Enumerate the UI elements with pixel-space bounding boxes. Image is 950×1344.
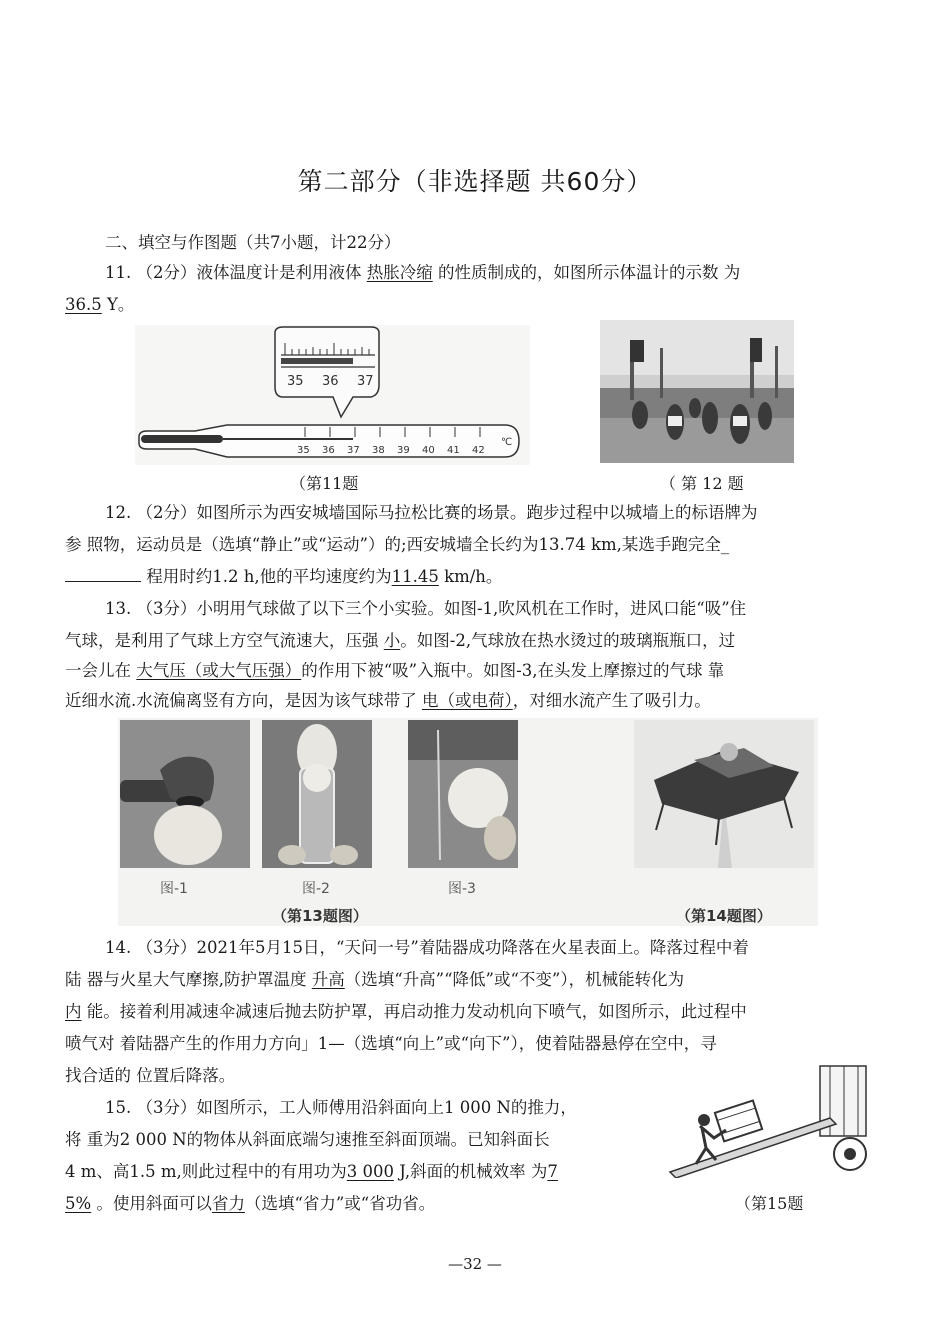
q13-text-f: ，对细水流产生了吸引力。: [512, 691, 711, 710]
fig2-bottle-photo: [262, 720, 372, 868]
q15-line2: 将 重为2 000 N的物体从斜面底端匀速推至斜面顶端。已知斜面长: [65, 1130, 550, 1149]
q14-text-c: 能。接着利用减速伞减速后抛去防护罩，再启动推力发动机向下喷气，如图所示，此过程中: [81, 1002, 747, 1021]
q13-text-a: 气球，是利用了气球上方空气流速大，压强: [65, 631, 384, 650]
section-heading: 二、填空与作图题（共7小题，计22分）: [105, 233, 401, 252]
scale-label-37: 37: [347, 445, 360, 456]
q15-line3: [65, 1161, 558, 1183]
scale-label-42: 42: [472, 445, 485, 456]
q11-text-c: Y。: [101, 295, 135, 314]
q14-line1: 14. （3分）2021年5月15日，“天问一号”着陆器成功降落在火星表面上。降落过程中着: [105, 938, 749, 957]
fig2-label: 图-2: [302, 881, 330, 897]
q11-line1: [105, 262, 740, 284]
lander-photo: [634, 720, 814, 868]
q15-answer3: 省力: [211, 1194, 245, 1213]
q14-line5: 找合适的 位置后降落。: [65, 1066, 236, 1085]
incline-figure: [660, 1062, 868, 1178]
q13-text-d: 的作用下被“吸”入瓶中。如图-3,在头发上摩擦过的气球 靠: [301, 661, 725, 680]
zoom-label-37: 37: [357, 374, 374, 389]
q12-line3: [65, 566, 502, 588]
fig3-label: 图-3: [448, 881, 476, 897]
scale-label-38: 38: [372, 445, 385, 456]
scale-unit: ℃: [501, 437, 513, 448]
fig1-hairdryer-photo: [120, 720, 250, 868]
q13-line2: [65, 630, 735, 652]
q11-caption: （第11题: [290, 474, 359, 493]
q14-text-b: （选填“升高”“降低”或“不变”），机械能转化为: [344, 970, 685, 989]
q13-answer2: 大气压（或大气压强）: [136, 661, 302, 680]
q14-answer2: 内: [65, 1002, 82, 1021]
q12-line1: 12. （2分）如图所示为西安城墙国际马拉松比赛的场景。跑步过程中以城墙上的标语牌为: [105, 503, 758, 522]
section-title: 第二部分（非选择题 共60分）: [297, 167, 653, 196]
q13-answer3: 电（或电荷）: [422, 691, 513, 710]
q15-caption: （第15题: [735, 1194, 804, 1213]
q13-line1: 13. （3分）小明用气球做了以下三个小实验。如图-1,吹风机在工作时，进风口能“吸”住: [105, 599, 747, 618]
q11-line2: [65, 294, 134, 316]
q11-text-b: 的性质制成的，如图所示体温计的示数 为: [432, 263, 741, 282]
scale-label-36: 36: [322, 445, 335, 456]
q15-answer1: 3 000: [346, 1162, 395, 1181]
q14-line3: [65, 1001, 747, 1023]
q13-line3: [65, 660, 724, 682]
q15-line4: [65, 1193, 435, 1215]
scale-label-39: 39: [397, 445, 410, 456]
q14-answer1: 升高: [311, 970, 345, 989]
scale-label-35: 35: [297, 445, 310, 456]
q14-text-a: 陆 器与火星大气摩擦,防护罩温度: [65, 970, 312, 989]
thermometer-figure: [135, 325, 530, 465]
q12-answer: 11.45: [391, 567, 439, 586]
q12-text-a: 程用时约1.2 h,他的平均速度约为: [141, 567, 392, 586]
q15-text-c: 。使用斜面可以: [91, 1194, 212, 1213]
q14-line2: [65, 969, 684, 991]
q13-text-e: 近细水流.水流偏离竖有方向，是因为该气球带了: [65, 691, 422, 710]
scale-label-40: 40: [422, 445, 435, 456]
q14-line4: 喷气对 着陆器产生的作用力方向」1—（选填“向上”或“向下”），使着陆器悬停在空中，寻: [65, 1034, 717, 1053]
q13-answer1: 小: [383, 631, 401, 650]
q12-text-b: km/h。: [438, 567, 503, 586]
q15-text-d: （选填“省力”或“省功省。: [244, 1194, 436, 1213]
zoom-label-35: 35: [287, 374, 304, 389]
scale-label-41: 41: [447, 445, 460, 456]
q12-line2: 参 照物，运动员是（选填“静止”或“运动”）的;西安城墙全长约为13.74 km,某选手跑完全_: [65, 535, 730, 554]
zoom-label-36: 36: [322, 374, 339, 389]
q15-text-b: J,斜面的机械效率 为: [394, 1162, 548, 1181]
q12-blank: [65, 567, 141, 582]
marathon-photo: [600, 320, 794, 463]
q13-figure-caption: （第13题图）: [272, 907, 368, 925]
q13-text-b: 。如图-2,气球放在热水烫过的玻璃瓶瓶口，过: [400, 631, 736, 650]
q15-answer2b: 5%: [65, 1194, 92, 1213]
q13-line4: [65, 690, 711, 712]
q11-answer2: 36.5: [65, 295, 102, 314]
page-number: —32 —: [448, 1255, 502, 1273]
q15-line1: 15. （3分）如图所示，工人师傅用沿斜面向上1 000 N的推力，: [105, 1098, 577, 1117]
q11-answer1: 热胀冷缩: [366, 263, 433, 282]
fig3-balloon-photo: [408, 720, 518, 868]
q15-text-a: 4 m、高1.5 m,则此过程中的有用功为: [65, 1162, 347, 1181]
q11-text-a: 11. （2分）液体温度计是利用液体: [105, 263, 367, 282]
q13-text-c: 一会儿在: [65, 661, 137, 680]
q12-caption: （ 第 12 题: [660, 474, 744, 493]
q14-figure-caption: （第14题图）: [676, 907, 772, 925]
fig1-label: 图-1: [160, 881, 188, 897]
q15-answer2a: 7: [547, 1162, 558, 1181]
